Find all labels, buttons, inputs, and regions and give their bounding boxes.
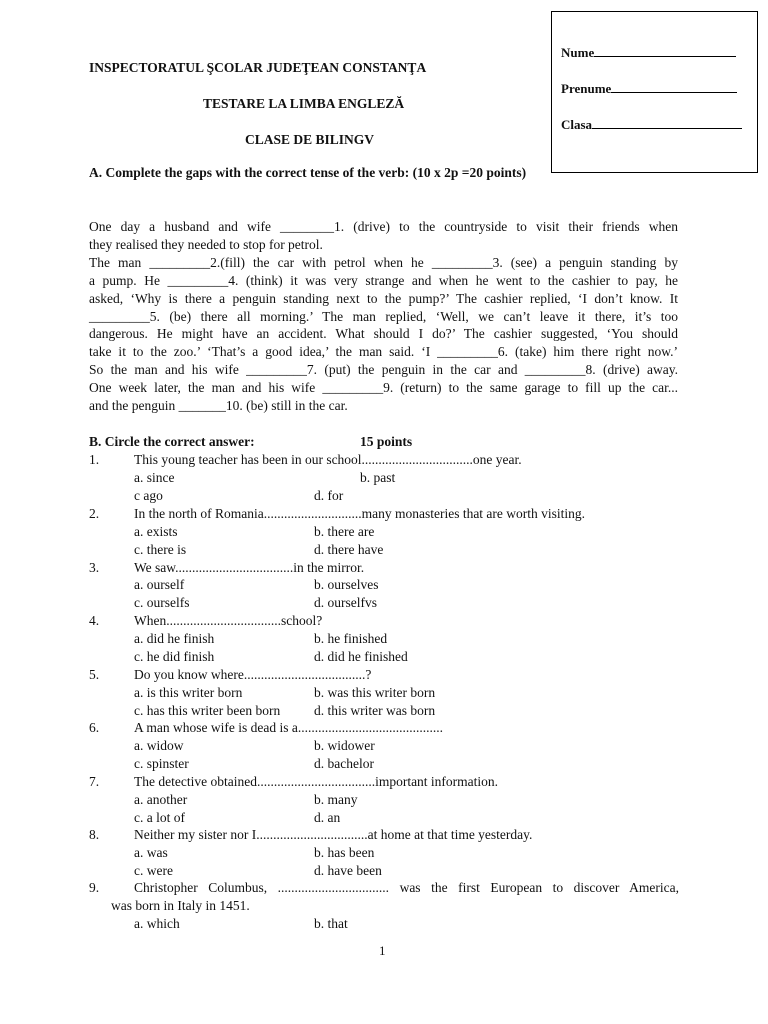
question-9 xyxy=(89,879,679,915)
option-b[interactable]: b. ourselves xyxy=(314,577,379,592)
class-type-heading: CLASE DE BILINGV xyxy=(245,132,375,147)
option-b[interactable]: b. widower xyxy=(314,738,375,753)
option-d[interactable]: d. there have xyxy=(314,542,384,557)
question-number: 4. xyxy=(89,613,100,628)
option-c[interactable]: c. were xyxy=(134,863,173,878)
option-b[interactable]: b. many xyxy=(314,792,358,807)
option-c[interactable]: c. ourselfs xyxy=(134,595,190,610)
question-text: When..................................school? xyxy=(134,613,323,628)
prenume-field xyxy=(561,80,737,97)
story-line: One week later, the man and his wife _________9. (return) to the same garage to fill up the car... xyxy=(89,380,678,396)
option-d[interactable]: d. for xyxy=(314,488,344,503)
section-b-title: B. Circle the correct answer: xyxy=(89,434,255,449)
option-a[interactable]: a. exists xyxy=(134,524,178,539)
inspectorate-heading: INSPECTORATUL ŞCOLAR JUDEŢEAN CONSTANŢA xyxy=(89,60,427,75)
story-line: _________5. (be) there all morning.’ The man replied, ‘Well, we can’t leave it there, it’s too xyxy=(89,308,678,324)
option-b[interactable]: b. has been xyxy=(314,845,375,860)
option-d[interactable]: d. ourselfvs xyxy=(314,595,377,610)
option-c[interactable]: c. he did finish xyxy=(134,649,215,664)
story-line: One day a husband and wife ________1. (drive) to the countryside to visit their friends when xyxy=(89,219,678,234)
story-line: take it to the zoo.’ ‘That’s a good idea,’ the man said. ‘I _________6. (take) him there right now.’ xyxy=(89,344,678,360)
prenume-blank xyxy=(611,80,737,93)
option-d[interactable]: d. this writer was born xyxy=(314,703,436,718)
question-text: We saw...................................in the mirror. xyxy=(134,560,365,575)
question-text: Christopher Columbus, ................................. was the first European to discover America, xyxy=(134,880,679,895)
student-info-box xyxy=(551,11,758,173)
question-number: 1. xyxy=(89,452,100,467)
story-line: So the man and his wife _________7. (put) the penguin in the car and _________8. (drive) away. xyxy=(89,362,678,378)
question-number: 2. xyxy=(89,506,100,521)
option-b[interactable]: b. past xyxy=(360,470,396,485)
option-a[interactable]: a. since xyxy=(134,470,175,485)
story-line: a pump. He _________4. (think) it was very strange and when he went to the cashier to pay, he xyxy=(89,272,678,288)
nume-field xyxy=(561,44,736,61)
prenume-label: Prenume xyxy=(561,81,612,96)
section-b-points: 15 points xyxy=(360,434,413,449)
question-number: 3. xyxy=(89,560,100,575)
question-text: The detective obtained...................................important information. xyxy=(134,774,499,789)
question-number: 8. xyxy=(89,827,100,842)
option-b[interactable]: b. was this writer born xyxy=(314,685,436,700)
option-b[interactable]: b. he finished xyxy=(314,631,388,646)
option-d[interactable]: d. bachelor xyxy=(314,756,374,771)
option-a[interactable]: a. was xyxy=(134,845,168,860)
option-a[interactable]: a. another xyxy=(134,792,188,807)
question-number: 7. xyxy=(89,774,100,789)
question-number: 9. xyxy=(89,880,100,895)
option-d[interactable]: d. have been xyxy=(314,863,382,878)
option-c[interactable]: c. there is xyxy=(134,542,187,557)
nume-blank xyxy=(594,44,736,57)
clasa-label: Clasa xyxy=(561,117,593,132)
option-a[interactable]: a. which xyxy=(134,916,180,931)
question-text: In the north of Romania.............................many monasteries that are worth visiting. xyxy=(134,506,586,521)
nume-label: Nume xyxy=(561,45,595,60)
option-a[interactable]: a. widow xyxy=(134,738,184,753)
clasa-field xyxy=(561,116,742,133)
option-b[interactable]: b. that xyxy=(314,916,348,931)
question-text-continued: was born in Italy in 1451. xyxy=(111,898,250,913)
story-line: and the penguin _______10. (be) still in the car. xyxy=(89,398,348,414)
clasa-blank xyxy=(592,116,742,129)
option-c[interactable]: c. a lot of xyxy=(134,810,185,825)
story-line: dangerous. He might have an accident. What should I do?’ The cashier suggested, ‘You should xyxy=(89,326,678,342)
section-a-title: A. Complete the gaps with the correct tense of the verb: (10 x 2p =20 points) xyxy=(89,165,527,180)
section-a-story xyxy=(89,218,678,415)
option-a[interactable]: a. is this writer born xyxy=(134,685,243,700)
story-line: The man _________2.(fill) the car with petrol when he _________3. (see) a penguin standing by xyxy=(89,254,678,270)
question-text: A man whose wife is dead is a........................................... xyxy=(134,720,443,735)
option-d[interactable]: d. an xyxy=(314,810,341,825)
option-a[interactable]: a. did he finish xyxy=(134,631,215,646)
option-b[interactable]: b. there are xyxy=(314,524,375,539)
question-number: 6. xyxy=(89,720,100,735)
option-c[interactable]: c. has this writer been born xyxy=(134,703,281,718)
question-text: Do you know where....................................? xyxy=(134,667,372,682)
option-c[interactable]: c. spinster xyxy=(134,756,189,771)
option-d[interactable]: d. did he finished xyxy=(314,649,408,664)
page-number: 1 xyxy=(379,943,386,958)
question-number: 5. xyxy=(89,667,100,682)
story-line: they realised they needed to stop for petrol. xyxy=(89,236,323,252)
option-a[interactable]: a. ourself xyxy=(134,577,185,592)
option-c[interactable]: c ago xyxy=(134,488,163,503)
question-text: This young teacher has been in our school.................................one year. xyxy=(134,452,522,467)
question-text: Neither my sister nor I.................................at home at that time yesterday. xyxy=(134,827,533,842)
test-title: TESTARE LA LIMBA ENGLEZĂ xyxy=(203,96,405,111)
story-line: asked, ‘Why is there a penguin standing next to the pump?’ The cashier replied, ‘I don’t know. It xyxy=(89,290,678,306)
